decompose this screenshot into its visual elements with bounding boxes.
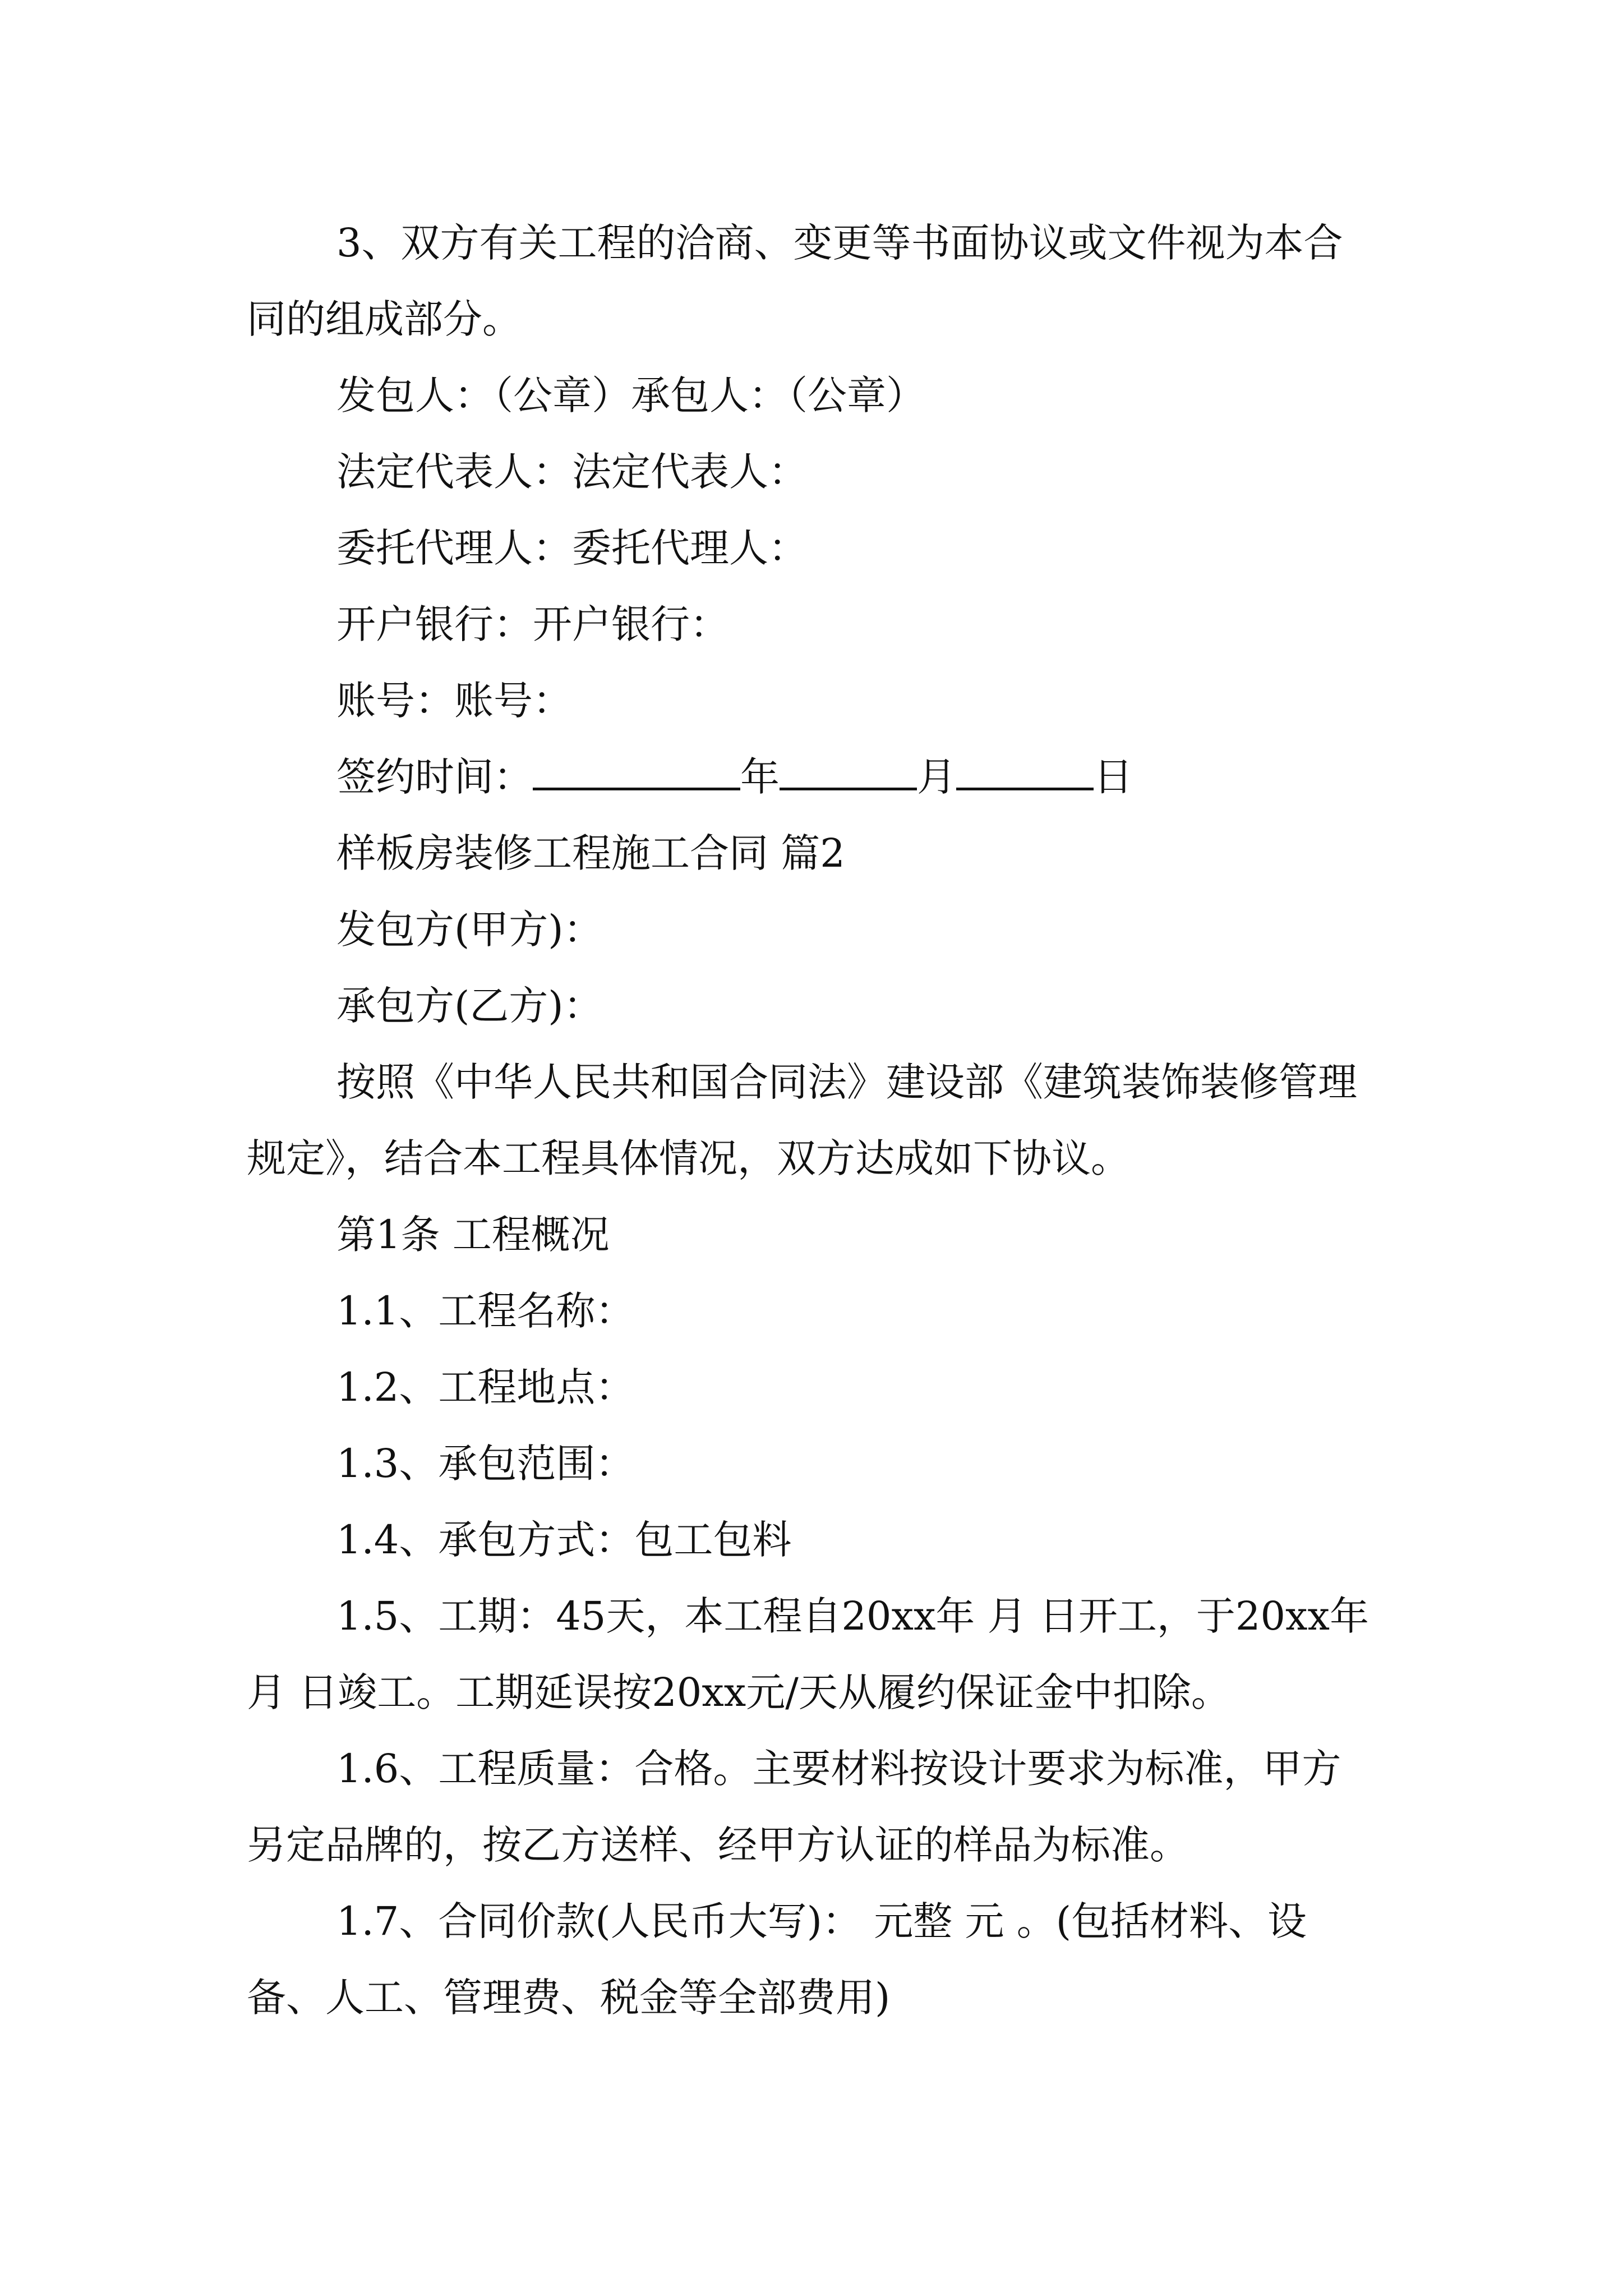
paragraph-basis: 按照《中华人民共和国合同法》建设部《建筑装饰装修管理规定》，结合本工程具体情况，双方达成如下协议。 (247, 1059, 1357, 1181)
year-label: 年 (740, 754, 780, 800)
day-blank (956, 755, 1094, 790)
item-1-1: 1.1、工程名称： (336, 1288, 635, 1334)
paragraph-clause-3: 3、双方有关工程的洽商、变更等书面协议或文件视为本合同的组成部分。 (247, 220, 1343, 342)
document-body (247, 205, 1380, 2036)
month-blank (780, 755, 917, 790)
paragraph-legal-rep: 法定代表人：法定代表人： (336, 449, 808, 495)
day-label: 日 (1094, 754, 1133, 800)
contract-title: 样板房装修工程施工合同 篇2 (336, 830, 845, 876)
article-1-heading: 第1条 工程概况 (336, 1212, 610, 1258)
item-1-4: 1.4、承包方式：包工包料 (336, 1517, 792, 1563)
paragraph-seal-line: 发包人：（公章）承包人：（公章） (336, 372, 925, 418)
item-1-7: 1.7、合同价款(人民币大写)： 元整 元 。(包括材料、设备、人工、管理费、税金等全部费用) (247, 1898, 1307, 2021)
paragraph-signing-time (247, 739, 1380, 815)
item-1-2: 1.2、工程地点： (336, 1364, 635, 1410)
paragraph-agent: 委托代理人：委托代理人： (336, 525, 808, 571)
paragraph-party-a: 发包方(甲方)： (336, 907, 603, 953)
paragraph-party-b: 承包方(乙方)： (336, 983, 603, 1029)
paragraph-bank: 开户银行：开户银行： (336, 601, 729, 647)
item-1-5: 1.5、工期：45天，本工程自20xx年 月 日开工，于20xx年 月 日竣工。工期延误按20xx元/天从履约保证金中扣除。 (247, 1593, 1369, 1715)
month-label: 月 (917, 754, 956, 800)
signing-label: 签约时间： (336, 754, 533, 800)
item-1-6: 1.6、工程质量：合格。主要材料按设计要求为标准，甲方另定品牌的，按乙方送样、经甲方认证的样品为标准。 (247, 1746, 1341, 1868)
year-blank (533, 755, 740, 790)
item-1-3: 1.3、承包范围： (336, 1441, 635, 1487)
paragraph-account: 账号：账号： (336, 678, 572, 724)
